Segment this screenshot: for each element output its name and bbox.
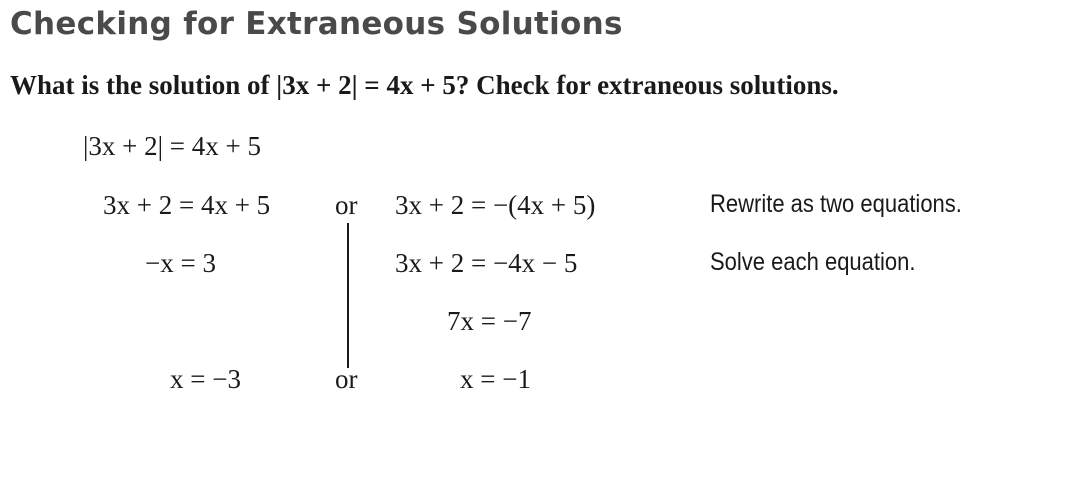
original-equation: |3x + 2| = 4x + 5 <box>83 131 261 161</box>
or-connector-top: or <box>335 190 358 220</box>
right-case-solution: x = −1 <box>460 364 531 394</box>
section-title: Checking for Extraneous Solutions <box>10 6 623 42</box>
or-connector-bottom: or <box>335 364 358 394</box>
right-case-equation: 3x + 2 = −(4x + 5) <box>395 190 596 220</box>
right-case-step: 3x + 2 = −4x − 5 <box>395 248 578 278</box>
left-case-solution: x = −3 <box>170 364 241 394</box>
problem-question: What is the solution of |3x + 2| = 4x + 5? Check for extraneous solutions. <box>10 70 839 100</box>
right-case-step-2: 7x = −7 <box>447 306 532 336</box>
note-solve: Solve each equation. <box>710 248 916 276</box>
note-rewrite: Rewrite as two equations. <box>710 190 962 218</box>
case-divider <box>347 223 349 368</box>
left-case-step: −x = 3 <box>145 248 216 278</box>
left-case-equation: 3x + 2 = 4x + 5 <box>103 190 271 220</box>
